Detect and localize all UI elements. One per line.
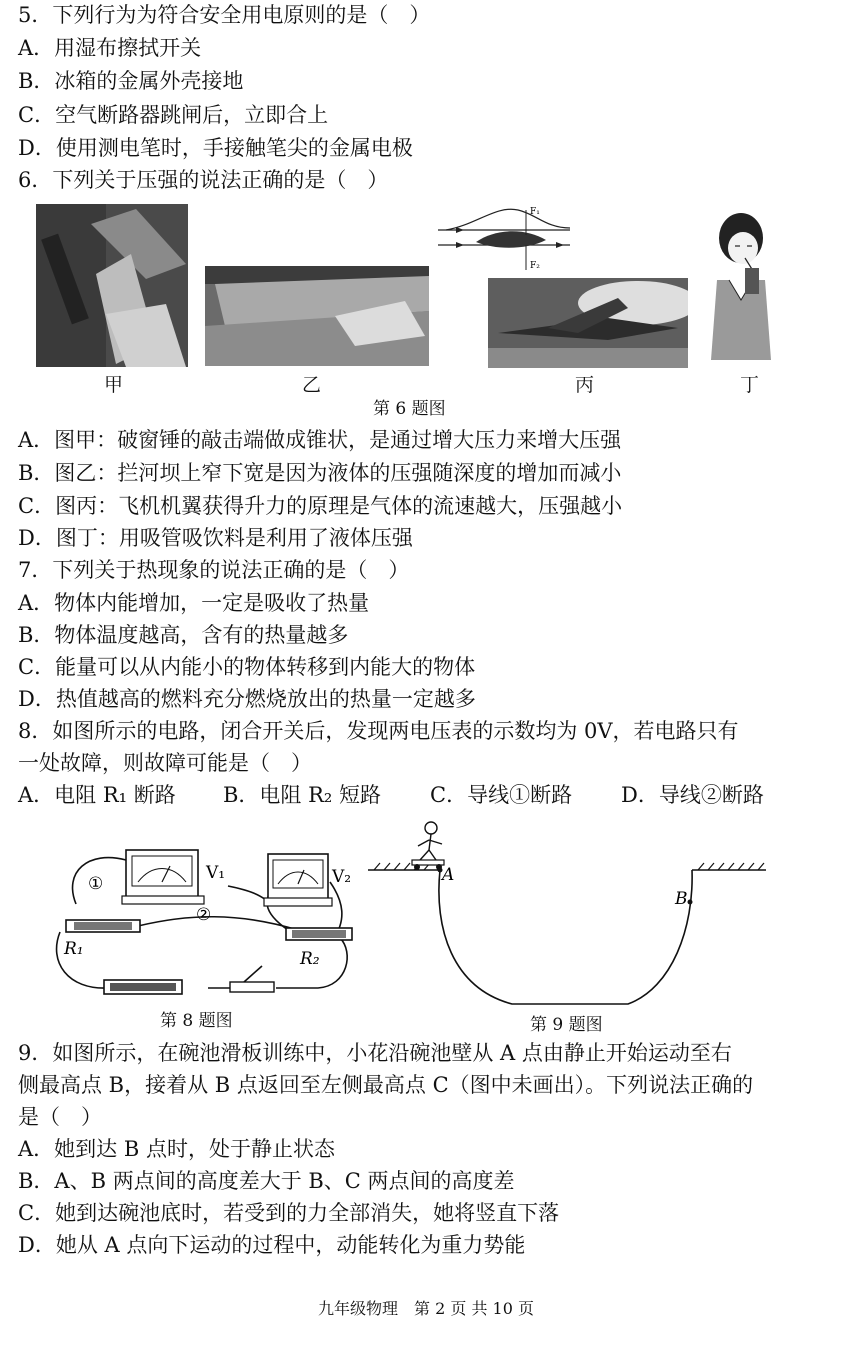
q8-figure-caption: 第 8 题图 [160, 1011, 233, 1031]
q9-option-c: C．她到达碗池底时，若受到的力全部消失，她将竖直下落 [18, 1201, 560, 1225]
q8-stem-line2: 一处故障，则故障可能是（ ） [18, 751, 312, 775]
photo-airplane [488, 278, 688, 368]
page-footer: 九年级物理 第 2 页 共 10 页 [318, 1299, 534, 1318]
hammer-drawing [36, 204, 188, 367]
photo-hammer [36, 204, 188, 367]
q6-option-b: B．图乙：拦河坝上窄下宽是因为液体的压强随深度的增加而减小 [18, 461, 622, 485]
q7-option-c: C．能量可以从内能小的物体转移到内能大的物体 [18, 655, 476, 679]
girl-drinking-figure [707, 210, 775, 370]
r1-label: R₁ [64, 939, 84, 959]
q5-option-b: B．冰箱的金属外壳接地 [18, 69, 244, 93]
wire2-label: ② [196, 905, 212, 925]
circuit-diagram [48, 842, 353, 1004]
q8-stem-line1: 8．如图所示的电路，闭合开关后，发现两电压表的示数均为 0V，若电路只有 [18, 719, 739, 743]
airplane-drawing [488, 278, 688, 368]
q7-option-b: B．物体温度越高，含有的热量越多 [18, 623, 349, 647]
q5-option-d: D．使用测电笔时，手接触笔尖的金属电极 [18, 136, 413, 160]
label-bing: 丙 [575, 374, 595, 396]
airfoil-diagram [436, 200, 572, 275]
q9-stem-line2: 侧最高点 B，接着从 B 点返回至左侧最高点 C（图中未画出）。下列说法正确的 [18, 1073, 754, 1097]
force-label-f1: F₁ [530, 207, 540, 217]
q8-option-c: C．导线①断路 [430, 783, 573, 807]
q7-option-a: A．物体内能增加，一定是吸收了热量 [18, 591, 370, 615]
q8-option-a: A．电阻 R₁ 断路 [18, 783, 176, 807]
q5-option-c: C．空气断路器跳闸后，立即合上 [18, 103, 329, 127]
r2-label: R₂ [300, 949, 320, 969]
q7-option-d: D．热值越高的燃料充分燃烧放出的热量一定越多 [18, 687, 476, 711]
q9-option-a: A．她到达 B 点时，处于静止状态 [18, 1137, 335, 1161]
q8-option-b: B．电阻 R₂ 短路 [223, 783, 382, 807]
q6-option-d: D．图丁：用吸管吸饮料是利用了液体压强 [18, 526, 413, 550]
q7-stem: 7．下列关于热现象的说法正确的是（ ） [18, 558, 410, 582]
q6-stem: 6．下列关于压强的说法正确的是（ ） [18, 168, 389, 192]
q9-stem-line3: 是（ ） [18, 1105, 102, 1129]
q9-figure-caption: 第 9 题图 [530, 1015, 603, 1035]
q5-stem: 5．下列行为为符合安全用电原则的是（ ） [18, 3, 431, 27]
wire1-label: ① [88, 874, 104, 894]
point-a-label: A [442, 865, 455, 885]
point-b-label: B [675, 889, 688, 909]
label-ding: 丁 [740, 374, 760, 396]
label-jia: 甲 [104, 374, 124, 396]
q9-option-d: D．她从 A 点向下运动的过程中，动能转化为重力势能 [18, 1233, 526, 1257]
bowl-pool-diagram [362, 818, 772, 1014]
q5-option-a: A．用湿布擦拭开关 [18, 36, 202, 60]
v2-label: V₂ [332, 867, 352, 887]
force-label-f2: F₂ [530, 261, 540, 271]
q9-option-b: B．A、B 两点间的高度差大于 B、C 两点间的高度差 [18, 1169, 515, 1193]
label-yi: 乙 [302, 374, 322, 396]
v1-label: V₁ [206, 863, 226, 883]
q6-figure-caption: 第 6 题图 [373, 399, 446, 419]
q8-option-d: D．导线②断路 [621, 783, 764, 807]
q6-option-c: C．图丙：飞机机翼获得升力的原理是气体的流速越大，压强越小 [18, 494, 623, 518]
dam-drawing [205, 266, 429, 366]
photo-dam [205, 266, 429, 366]
q9-stem-line1: 9．如图所示，在碗池滑板训练中，小花沿碗池壁从 A 点由静止开始运动至右 [18, 1041, 732, 1065]
q6-option-a: A．图甲：破窗锤的敲击端做成锥状，是通过增大压力来增大压强 [18, 428, 622, 452]
